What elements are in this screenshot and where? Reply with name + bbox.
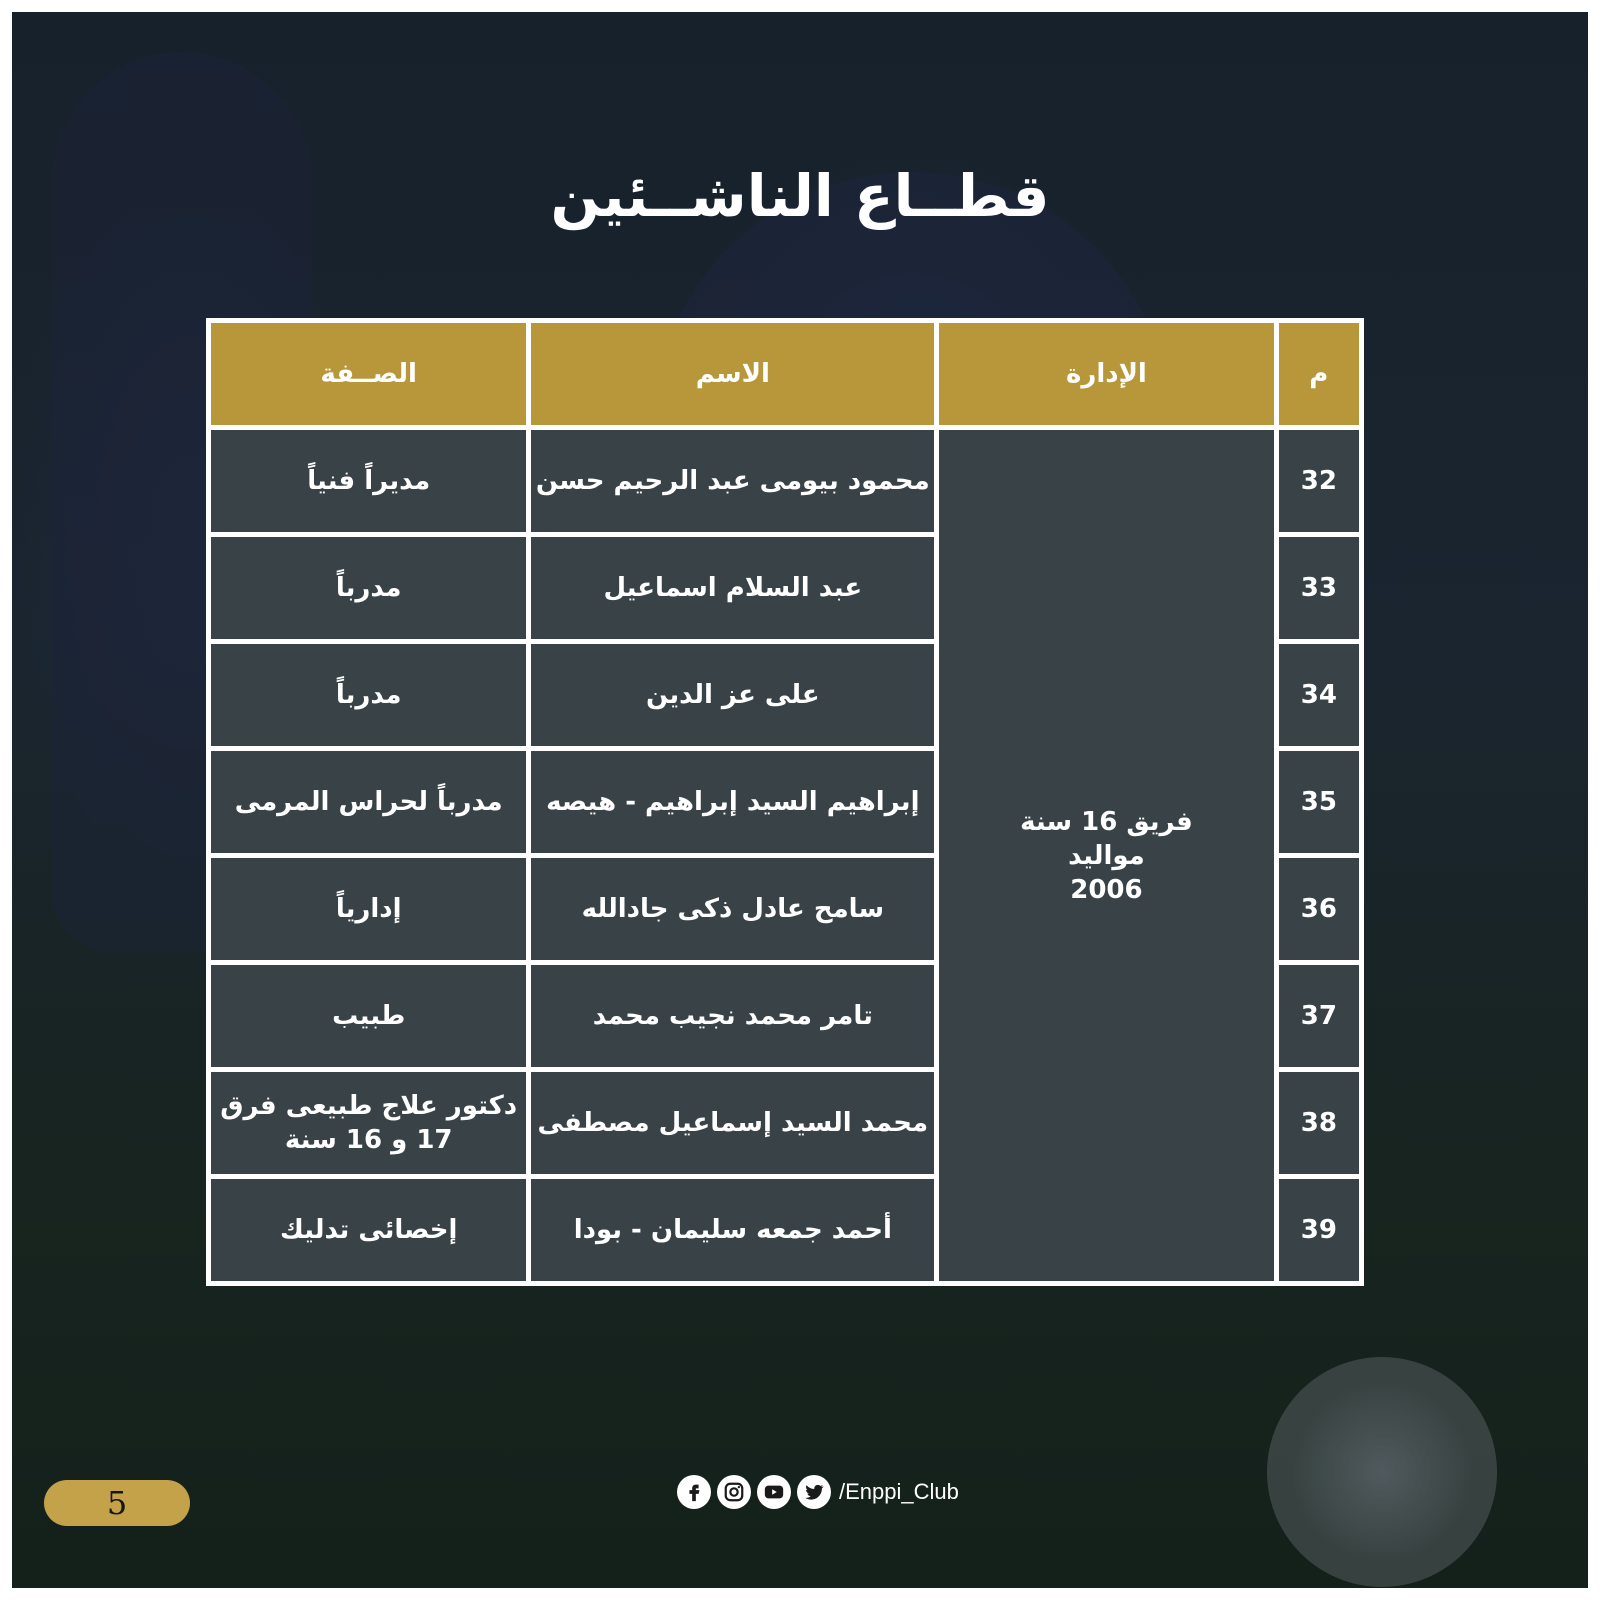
row-num: 33 (1279, 537, 1359, 639)
page-title: قطــاع الناشــئين (550, 162, 1050, 230)
row-num: 34 (1279, 644, 1359, 746)
row-role: مدرباً لحراس المرمى (211, 751, 526, 853)
facebook-icon[interactable] (677, 1475, 711, 1509)
staff-table (206, 318, 1364, 1286)
row-name: محمود بيومى عبد الرحيم حسن (531, 430, 934, 532)
row-num: 35 (1279, 751, 1359, 853)
row-role: دكتور علاج طبيعى فرق 17 و 16 سنة (211, 1072, 526, 1174)
row-name: تامر محمد نجيب محمد (531, 965, 934, 1067)
row-role: مدرباً (211, 644, 526, 746)
row-name: إبراهيم السيد إبراهيم - هيصه (531, 751, 934, 853)
row-name: سامح عادل ذكى جادالله (531, 858, 934, 960)
twitter-icon[interactable] (797, 1475, 831, 1509)
row-name: محمد السيد إسماعيل مصطفى (531, 1072, 934, 1174)
header-num: م (1279, 323, 1359, 425)
department-line: 2006 (1070, 874, 1143, 905)
social-links (677, 1474, 959, 1510)
row-role: مدرباً (211, 537, 526, 639)
row-num: 38 (1279, 1072, 1359, 1174)
youtube-icon[interactable] (757, 1475, 791, 1509)
header-role: الصــفة (211, 323, 526, 425)
row-name: على عز الدين (531, 644, 934, 746)
row-role: إخصائى تدليك (211, 1179, 526, 1281)
row-role: إدارياً (211, 858, 526, 960)
row-num: 36 (1279, 858, 1359, 960)
row-num: 32 (1279, 430, 1359, 532)
background-football (1267, 1357, 1497, 1587)
page-number-badge: 5 (44, 1480, 190, 1526)
row-num: 37 (1279, 965, 1359, 1067)
header-name: الاسم (531, 323, 934, 425)
page-frame (12, 12, 1588, 1588)
table-row (211, 430, 1359, 532)
row-name: أحمد جمعه سليمان - بودا (531, 1179, 934, 1281)
department-cell (939, 430, 1273, 1281)
department-line: مواليد (1068, 840, 1145, 871)
social-handle[interactable]: /Enppi_Club (839, 1479, 959, 1504)
instagram-icon[interactable] (717, 1475, 751, 1509)
department-line: فريق 16 سنة (1020, 806, 1193, 837)
row-num: 39 (1279, 1179, 1359, 1281)
row-role: مديراً فنياً (211, 430, 526, 532)
row-name: عبد السلام اسماعيل (531, 537, 934, 639)
header-dept: الإدارة (939, 323, 1273, 425)
table-header-row (211, 323, 1359, 425)
row-role: طبيب (211, 965, 526, 1067)
